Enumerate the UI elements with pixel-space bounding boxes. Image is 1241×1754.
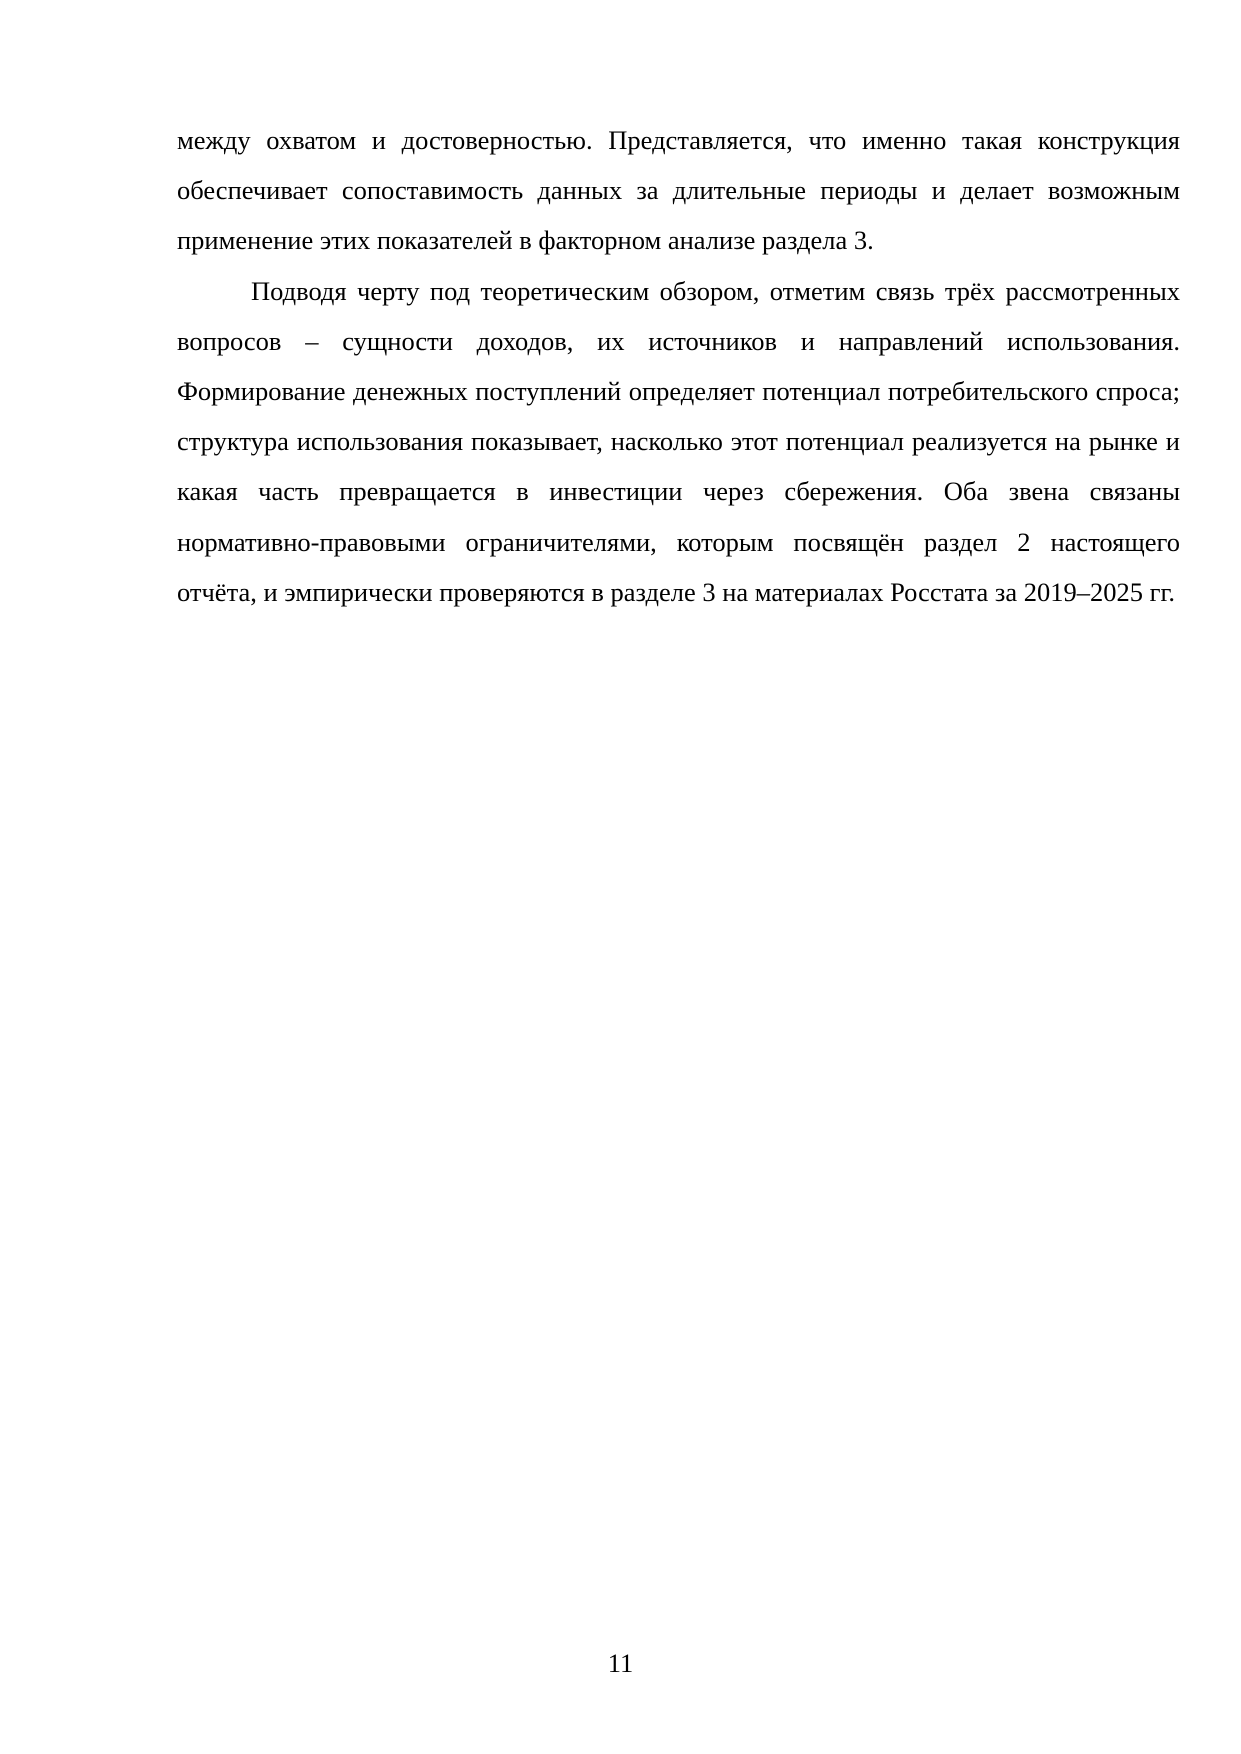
paragraph-continuation: между охватом и достоверностью. Представляется, что именно такая конструкция обеспечивает сопоставимость данных за длительные периоды и делает возможным применение этих показателей в факторном анализе раздела 3. [177,125,1180,256]
page-number: 11 [607,1648,634,1678]
paragraph-summary: Подводя черту под теоретическим обзором, отметим связь трёх рассмотренных вопросов – сущности доходов, их источников и направлений использования. Формирование денежных поступлений определяет потенциал потребительского спроса; структура использования показывает, насколько этот потенциал реализуется на рынке и какая часть превращается в инвестиции через сбережения. Оба звена связаны нормативно-правовыми ограничителями, которым посвящён раздел 2 настоящего отчёта, и эмпирически проверяются в разделе 3 на материалах Росстата за 2019–2025 гг. [177,275,1180,607]
document-body [177,115,1180,617]
